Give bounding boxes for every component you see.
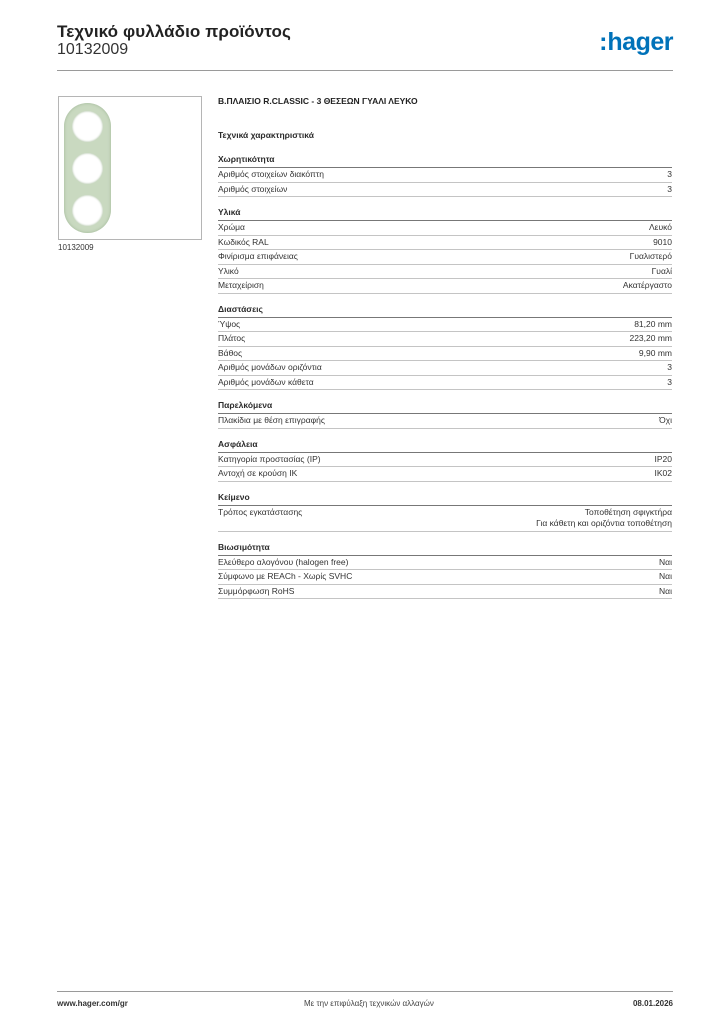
spec-row	[218, 332, 672, 347]
spec-label: Χρώμα	[218, 222, 245, 232]
logo-mark-icon: :	[599, 28, 608, 56]
image-caption: 10132009	[58, 243, 94, 252]
spec-row	[218, 221, 672, 236]
spec-value: 9010	[653, 236, 672, 247]
spec-value-line: Για κάθετη και οριζόντια τοποθέτηση	[536, 517, 672, 528]
spec-value	[536, 507, 672, 529]
document-title: Τεχνικό φυλλάδιο προϊόντος	[57, 22, 291, 41]
spec-row	[218, 250, 672, 265]
spec-value: 81,20 mm	[634, 318, 672, 329]
spec-value: Λευκό	[649, 222, 672, 232]
spec-row	[218, 279, 672, 294]
spec-row	[218, 506, 672, 532]
plate-opening	[72, 195, 103, 226]
spec-label: Αριθμός μονάδων οριζόντια	[218, 362, 322, 372]
spec-label: Κατηγορία προστασίας (IP)	[218, 453, 321, 464]
spec-label: Βάθος	[218, 347, 243, 358]
specifications	[218, 96, 672, 599]
group-title: Κείμενο	[218, 492, 672, 506]
spec-value: IK02	[654, 468, 672, 478]
hager-logo	[599, 28, 673, 56]
document-code: 10132009	[57, 41, 129, 58]
footer-notice: Με την επιφύλαξη τεχνικών αλλαγών	[304, 999, 434, 1008]
group-title: Διαστάσεις	[218, 304, 672, 318]
logo-wordmark: hager	[607, 28, 673, 56]
spec-row	[218, 467, 672, 482]
spec-value: Ναι	[659, 556, 672, 567]
spec-label: Φινίρισμα επιφάνειας	[218, 251, 298, 261]
spec-row	[218, 556, 672, 571]
group-title: Υλικά	[218, 207, 672, 221]
spec-row	[218, 168, 672, 183]
spec-row	[218, 236, 672, 251]
spec-value: Ναι	[659, 571, 672, 581]
spec-value: Ναι	[659, 585, 672, 596]
spec-row	[218, 570, 672, 585]
spec-value: Γυαλί	[651, 265, 672, 276]
spec-label: Αριθμός μονάδων κάθετα	[218, 376, 314, 387]
spec-row	[218, 376, 672, 391]
spec-value: 3	[667, 183, 672, 194]
spec-row	[218, 361, 672, 376]
section-title: Τεχνικά χαρακτηριστικά	[218, 130, 314, 140]
spec-value: 3	[667, 169, 672, 179]
spec-label: Πλακίδια με θέση επιγραφής	[218, 415, 325, 425]
spec-value: 9,90 mm	[638, 347, 672, 358]
spec-label: Αντοχή σε κρούση IK	[218, 468, 298, 478]
spec-value: Γυαλιστερό	[629, 251, 672, 261]
group-title: Χωρητικότητα	[218, 154, 672, 168]
spec-row	[218, 585, 672, 600]
spec-label: Αριθμός στοιχείων	[218, 183, 288, 194]
plate-opening	[72, 153, 103, 184]
spec-label: Ελεύθερο αλογόνου (halogen free)	[218, 556, 349, 567]
spec-label: Μεταχείριση	[218, 280, 264, 290]
spec-value: Ακατέργαστο	[622, 280, 672, 290]
spec-label: Σύμφωνο με REACh - Χωρίς SVHC	[218, 571, 353, 581]
spec-row	[218, 265, 672, 280]
spec-row	[218, 318, 672, 333]
footer-website[interactable]: www.hager.com/gr	[57, 999, 128, 1008]
footer-date: 08.01.2026	[632, 999, 673, 1008]
page-footer	[57, 991, 673, 1012]
spec-value: Όχι	[659, 415, 672, 425]
spec-value-line: Τοποθέτηση σφιγκτήρα	[584, 506, 672, 517]
spec-label: Ύψος	[218, 318, 241, 329]
product-name: Β.ΠΛΑΙΣΙΟ R.CLASSIC - 3 ΘΕΣΕΩΝ ΓΥΑΛΙ ΛΕΥΚΟ	[218, 96, 418, 106]
page-header	[57, 20, 673, 71]
spec-row	[218, 414, 672, 429]
spec-groups	[218, 154, 672, 599]
cover-plate-image	[64, 103, 111, 233]
spec-value: IP20	[654, 453, 672, 464]
group-title: Βιωσιμότητα	[218, 542, 672, 556]
product-image	[58, 96, 202, 240]
plate-opening	[72, 111, 103, 142]
spec-value: 3	[667, 362, 672, 372]
spec-label: Αριθμός στοιχείων διακόπτη	[218, 169, 324, 179]
spec-label: Κωδικός RAL	[218, 236, 269, 247]
spec-label: Συμμόρφωση RoHS	[218, 585, 295, 596]
spec-row	[218, 347, 672, 362]
spec-row	[218, 453, 672, 468]
spec-label: Πλάτος	[218, 333, 246, 343]
spec-label: Τρόπος εγκατάστασης	[218, 506, 303, 517]
spec-value: 3	[667, 376, 672, 387]
spec-value: 223,20 mm	[629, 333, 672, 343]
group-title: Ασφάλεια	[218, 439, 672, 453]
spec-row	[218, 183, 672, 198]
group-title: Παρελκόμενα	[218, 400, 672, 414]
spec-label: Υλικό	[218, 265, 239, 276]
